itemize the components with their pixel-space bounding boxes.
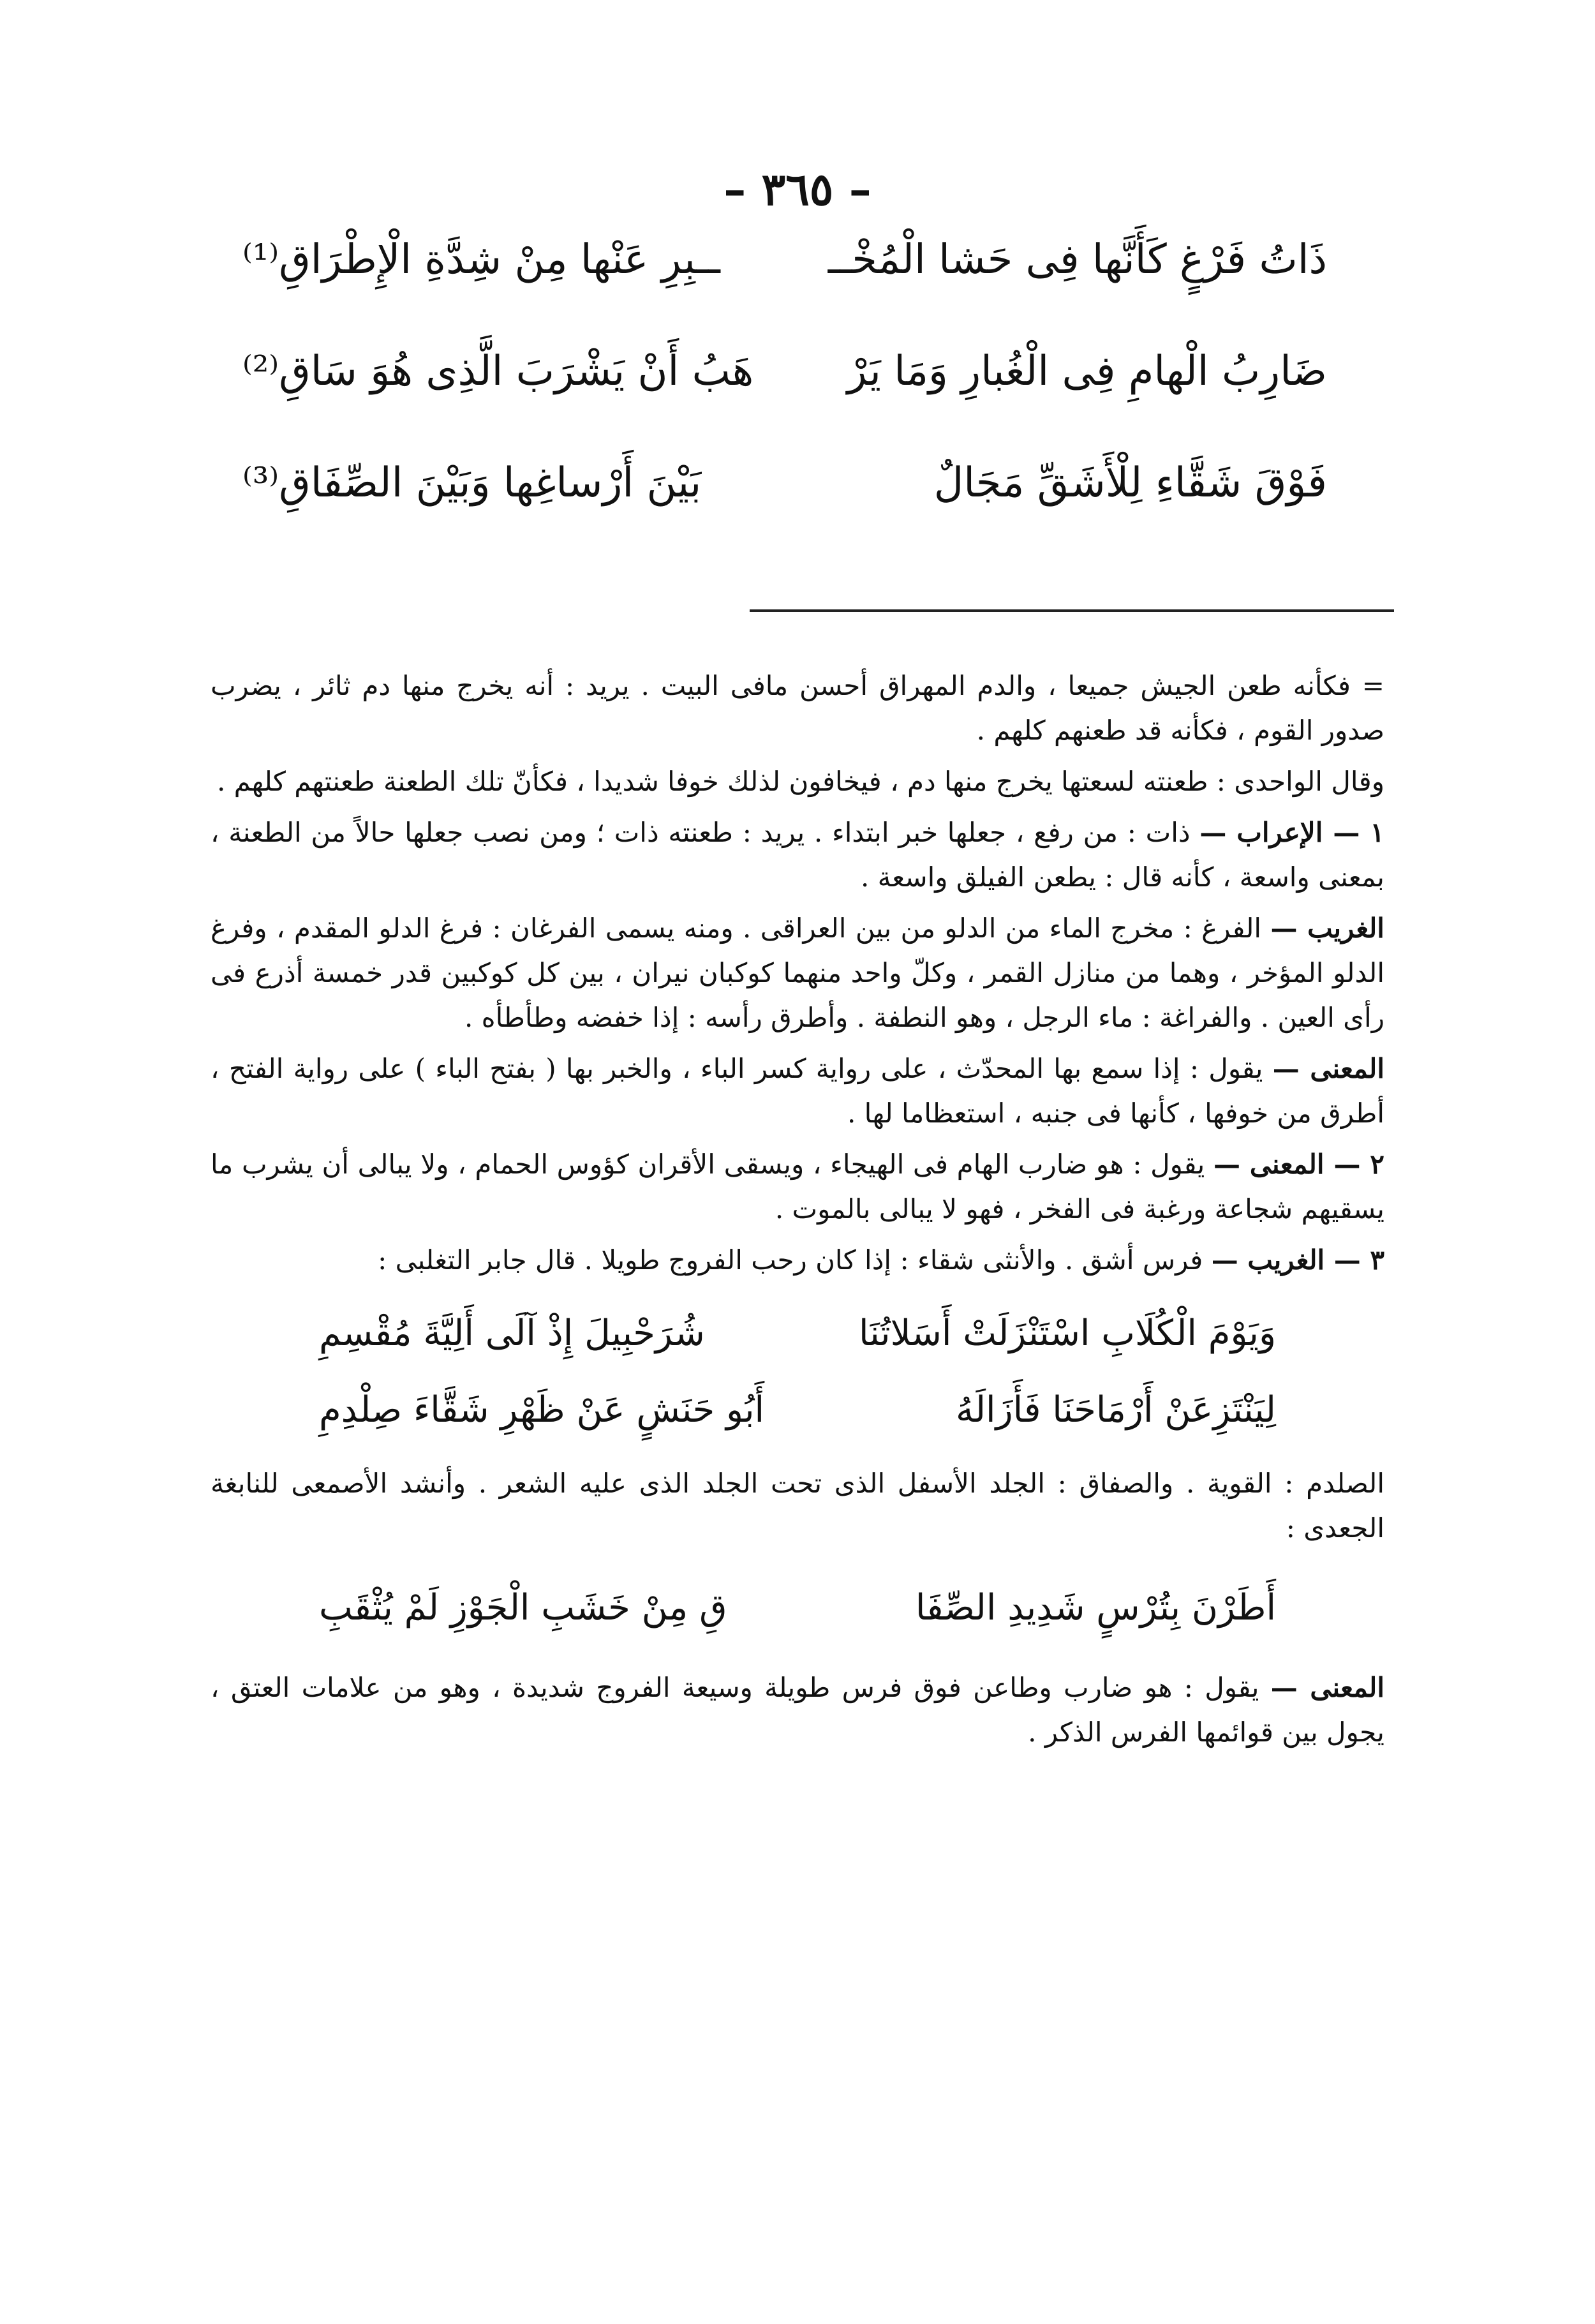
verse-line <box>242 236 1327 348</box>
commentary-paragraph <box>211 1142 1384 1232</box>
poem-line <box>319 1295 1276 1372</box>
section-text: يقول : هو ضارب وطاعن فوق فرس طويلة وسيعة الفروج شديدة ، وهو من علامات العتق ، يجول بين قوائمها الفرس الذكر . <box>211 1672 1384 1748</box>
verse-second-hemistich: هَبُ أَنْ يَشْرَبَ الَّذِى هُوَ سَاقِ⁽²⁾ <box>242 348 754 395</box>
verse-first-hemistich: ذَاتُ فَرْغٍ كَأَنَّها فِى حَشا الْمُخْــ <box>827 236 1327 283</box>
poem-line <box>319 1372 1276 1449</box>
verse-first-hemistich: ضَارِبُ الْهامِ فِى الْغُبارِ وَمَا يَرْ <box>847 348 1327 395</box>
section-text: الفرغ : مخرج الماء من الدلو من بين العراقى . ومنه يسمى الفرغان : فرغ الدلو المقدم ، وفرغ الدلو المؤخر ، وهما من منازل القمر ، وكلّ واحد منهما كوكبان نيران ، بين كل كوكبين قدر خمسة أذرع فى رأى العين . والفراغة : ماء الرجل ، وهو النطفة . وأطرق رأسه : إذا خفضه وطأطأه . <box>211 912 1384 1033</box>
poem-first-hemistich: أَطَرْنَ بِتُرْسٍ شَدِيدِ الصِّفَا <box>915 1587 1276 1628</box>
poem-second-hemistich: قِ مِنْ خَشَبِ الْجَوْزِ لَمْ يُثْقَبِ <box>319 1587 727 1628</box>
poem-first-hemistich: وَيَوْمَ الْكُلَابِ اسْتَنْزَلَتْ أَسَلاتُنَا <box>859 1313 1276 1354</box>
section-text: يقول : إذا سمع بها المحدّث ، على رواية كسر الباء ، والخبر بها ( بفتح الباء ) على رواية الفتح ، أطرق من خوفها ، كأنها فى جنبه ، استعظاما لها . <box>211 1053 1384 1129</box>
commentary-paragraph <box>211 810 1384 900</box>
page-number: – ٣٦٥ – <box>723 163 872 216</box>
verse-line <box>242 348 1327 459</box>
verses <box>242 236 1327 571</box>
section-text: ذات : من رفع ، جعلها خبر ابتداء . يريد : طعنته ذات ؛ ومن نصب جعلها حالاً من الطعنة ، بمعنى واسعة ، كأنه قال : يطعن الفيلق واسعة . <box>211 817 1384 893</box>
section-lead: المعنى — <box>1272 1053 1385 1084</box>
section-text: فرس أشق . والأنثى شقاء : إذا كان رحب الفروج طويلا . قال جابر التغلبى : <box>378 1244 1203 1276</box>
commentary-paragraph <box>211 1238 1384 1283</box>
verse-first-hemistich: فَوْقَ شَقَّاءِ لِلْأَشَقِّ مَجَالٌ <box>933 459 1327 507</box>
commentary-paragraph: وقال الواحدى : طعنته لسعتها يخرج منها دم ، فيخافون لذلك خوفا شديدا ، فكأنّ تلك الطعنة طعنتهم كلهم . <box>216 766 1384 797</box>
commentary-paragraph: الصلدم : القوية . والصفاق : الجلد الأسفل الذى تحت الجلد الذى عليه الشعر . وأنشد الأصمعى للنابغة الجعدى : <box>211 1468 1384 1544</box>
quoted-verse <box>319 1570 1276 1646</box>
commentary-paragraph <box>211 1047 1384 1136</box>
verse-line <box>242 459 1327 571</box>
footnote-divider <box>750 609 1394 612</box>
poem-first-hemistich: لِيَنْتَزِعَنْ أَرْمَاحَنَا فَأَزَالَهُ <box>955 1389 1276 1431</box>
section-lead: المعنى — <box>1270 1672 1385 1703</box>
commentary-paragraph <box>211 906 1384 1040</box>
section-text: يقول : هو ضارب الهام فى الهيجاء ، ويسقى الأقران كؤوس الحمام ، ولا يبالى أن يشرب ما يسقيهم شجاعة ورغبة فى الفخر ، فهو لا يبالى بالموت . <box>211 1149 1384 1225</box>
section-lead: ١ — الإعراب — <box>1199 817 1384 848</box>
quoted-poem <box>319 1295 1276 1449</box>
poem-second-hemistich: أَبُو حَنَشٍ عَنْ ظَهْرِ شَقَّاءَ صِلْدِمِ <box>319 1389 765 1431</box>
section-lead: ٣ — الغريب — <box>1211 1244 1384 1276</box>
commentary <box>211 664 1384 1761</box>
commentary-paragraph <box>211 1665 1384 1755</box>
verse-second-hemistich: بَيْنَ أَرْساغِها وَبَيْنَ الصِّفَاقِ⁽³⁾ <box>242 459 702 507</box>
verse-second-hemistich: ــبِرِ عَنْها مِنْ شِدَّةِ الْإِطْرَاقِ⁽¹⁾ <box>242 236 720 283</box>
section-lead: ٢ — المعنى — <box>1213 1149 1384 1180</box>
poem-second-hemistich: شُرَحْبِيلَ إِذْ آلَى أَلِيَّةَ مُقْسِمِ <box>319 1313 705 1354</box>
commentary-paragraph: = فكأنه طعن الجيش جميعا ، والدم المهراق أحسن مافى البيت . يريد : أنه يخرج منها دم ثائر ، يضرب صدور القوم ، فكأنه قد طعنهم كلهم . <box>211 670 1384 746</box>
section-lead: الغريب — <box>1270 912 1384 944</box>
